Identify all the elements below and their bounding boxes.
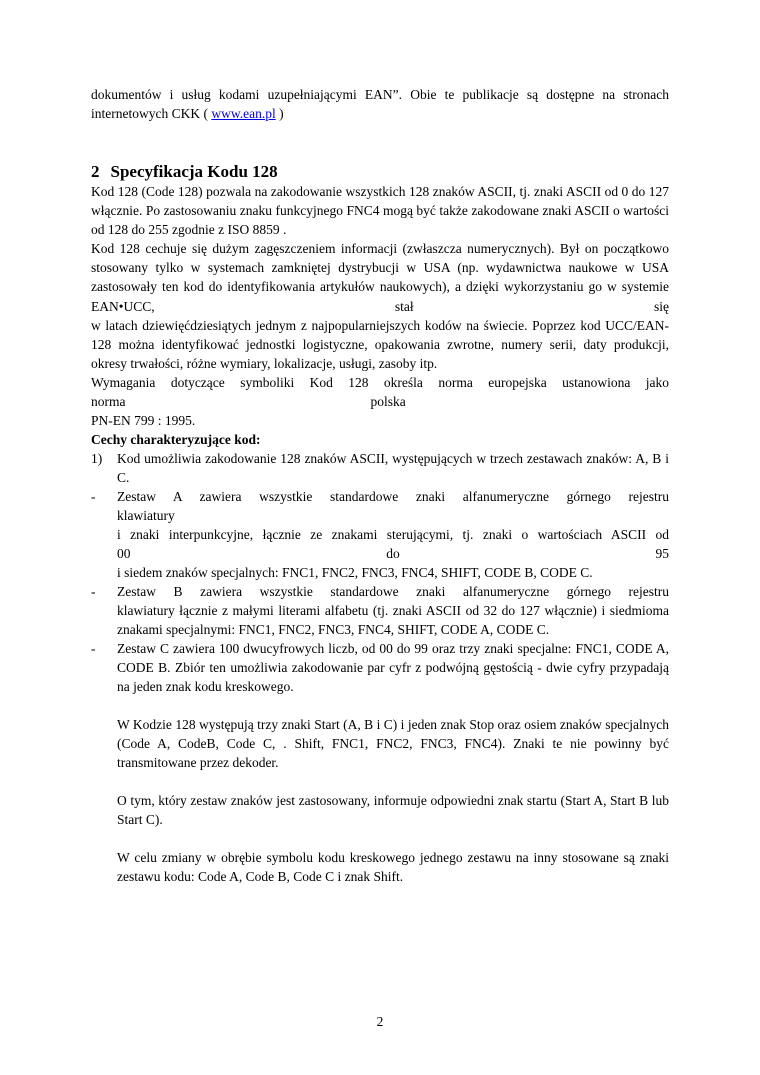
- numbered-item-1: [91, 449, 669, 487]
- dash-item-a-body: [117, 487, 669, 582]
- norm-line-2: [91, 392, 669, 411]
- zestaw-a-line-2: klawiatury: [117, 507, 175, 523]
- norm-word-polska: polska: [370, 393, 406, 409]
- norm-word-norma: norma: [91, 393, 126, 409]
- zestaw-a-line-1: Zestaw A zawiera wszystkie standardowe znaki alfanumeryczne górnego rejestru: [117, 488, 669, 504]
- section-heading: [91, 161, 669, 182]
- dash-item-zestaw-a: [91, 487, 669, 582]
- paragraph-density: [91, 239, 669, 372]
- page-content: [91, 0, 669, 886]
- dash-item-c-text: Zestaw C zawiera 100 dwucyfrowych liczb, od 00 do 99 oraz trzy znaki specjalne: FNC1, CODE A, CODE B. Zbiór ten umożliwia zakodowanie par cyfr z podwójną gęstością - dwie cyfry przypadają na jeden znak kodu kreskowego.: [117, 641, 669, 695]
- intro-text-before-link: dokumentów i usług kodami uzupełniającymi EAN”. Obie te publikacje są dostępne na stronach internetowych CKK (: [91, 87, 669, 122]
- dash-item-zestaw-b: [91, 582, 669, 639]
- dash-item-a-marker: -: [91, 488, 96, 504]
- norm-line-3: PN-EN 799 : 1995.: [91, 412, 196, 428]
- paragraph-start-stop: W Kodzie 128 występują trzy znaki Start (A, B i C) i jeden znak Stop oraz osiem znaków specjalnych (Code A, CodeB, Code C, . Shift, FNC1, FNC2, FNC3, FNC4). Znaki te nie powinny być transmitowane przez dekoder.: [117, 717, 669, 771]
- zestaw-b-rest: klawiatury łącznie z małymi literami alfabetu (tj. znaki ASCII od 32 do 127 włącznie) i siedmioma znakami specjalnymi: FNC1, FNC2, FNC3, FNC4, SHIFT, CODE A, CODE C.: [117, 603, 669, 638]
- zestaw-a-line-4: 00 do 95: [117, 545, 669, 561]
- section-title: Specyfikacja Kodu 128: [110, 162, 278, 182]
- paragraph-change-set: W celu zmiany w obrębie symbolu kodu kreskowego jednego zestawu na inny stosowane są znaki zestawu kodu: Code A, Code B, Code C i znak Shift.: [117, 850, 669, 885]
- features-heading: Cechy charakteryzujące kod:: [91, 431, 261, 447]
- numbered-item-1-text: Kod umożliwia zakodowanie 128 znaków ASCII, występujących w trzech zestawach znaków: A, B i C.: [117, 450, 669, 485]
- zestaw-a-line-5: i siedem znaków specjalnych: FNC1, FNC2, FNC3, FNC4, SHIFT, CODE B, CODE C.: [117, 564, 593, 580]
- paragraph-density-part1: Kod 128 cechuje się dużym zagęszczeniem informacji (zwłaszcza numerycznych). Był on początkowo stosowany tylko w systemach zamkniętej dystrybucji w USA (np. wydawnictwa naukowe w USA zastosowały ten kod do identyfikowania artykułów naukowych), a dzięki wykorzystaniu go w systemie EAN•UCC, stał się: [91, 241, 669, 314]
- dash-item-b-body: [117, 582, 669, 639]
- zestaw-b-line-1: Zestaw B zawiera wszystkie standardowe znaki alfanumeryczne górnego rejestru: [117, 583, 669, 599]
- intro-paragraph: [91, 85, 669, 123]
- dash-item-zestaw-c: [91, 639, 669, 696]
- intro-text-after-link: ): [275, 106, 284, 122]
- zestaw-a-line-3: i znaki interpunkcyjne, łącznie ze znakami sterującymi, tj. znaki o wartościach ASCII od: [117, 526, 669, 542]
- paragraph-ascii: Kod 128 (Code 128) pozwala na zakodowanie wszystkich 128 znaków ASCII, tj. znaki ASCII od 0 do 127 włącznie. Po zastosowaniu znaku funkcyjnego FNC4 mogą być także zakodowane znaki ASCII o wartości od 128 do 255 zgodnie z ISO 8859 .: [91, 184, 669, 238]
- paragraph-start-info: O tym, który zestaw znaków jest zastosowany, informuje odpowiedni znak startu (Start A, Start B lub Start C).: [117, 793, 669, 828]
- section-number: 2: [91, 162, 100, 182]
- norm-line-1: Wymagania dotyczące symboliki Kod 128 określa norma europejska ustanowiona jako: [91, 374, 669, 390]
- dash-item-c-marker: -: [91, 641, 96, 657]
- dash-item-b-marker: -: [91, 583, 96, 599]
- ean-website-link[interactable]: www.ean.pl: [211, 106, 276, 122]
- paragraph-density-part2: w latach dziewięćdziesiątych jednym z najpopularniejszych kodów na świecie. Poprzez kod UCC/EAN-128 można identyfikować jednostki logistyczne, opakowania zwrotne, numery serii, daty produkcji, okresy trwałości, różne wymiary, lokalizacje, usługi, zasoby itp.: [91, 317, 669, 371]
- paragraph-norm: [91, 373, 669, 430]
- page-number: 2: [376, 1013, 384, 1029]
- numbered-item-1-marker: 1): [91, 450, 103, 466]
